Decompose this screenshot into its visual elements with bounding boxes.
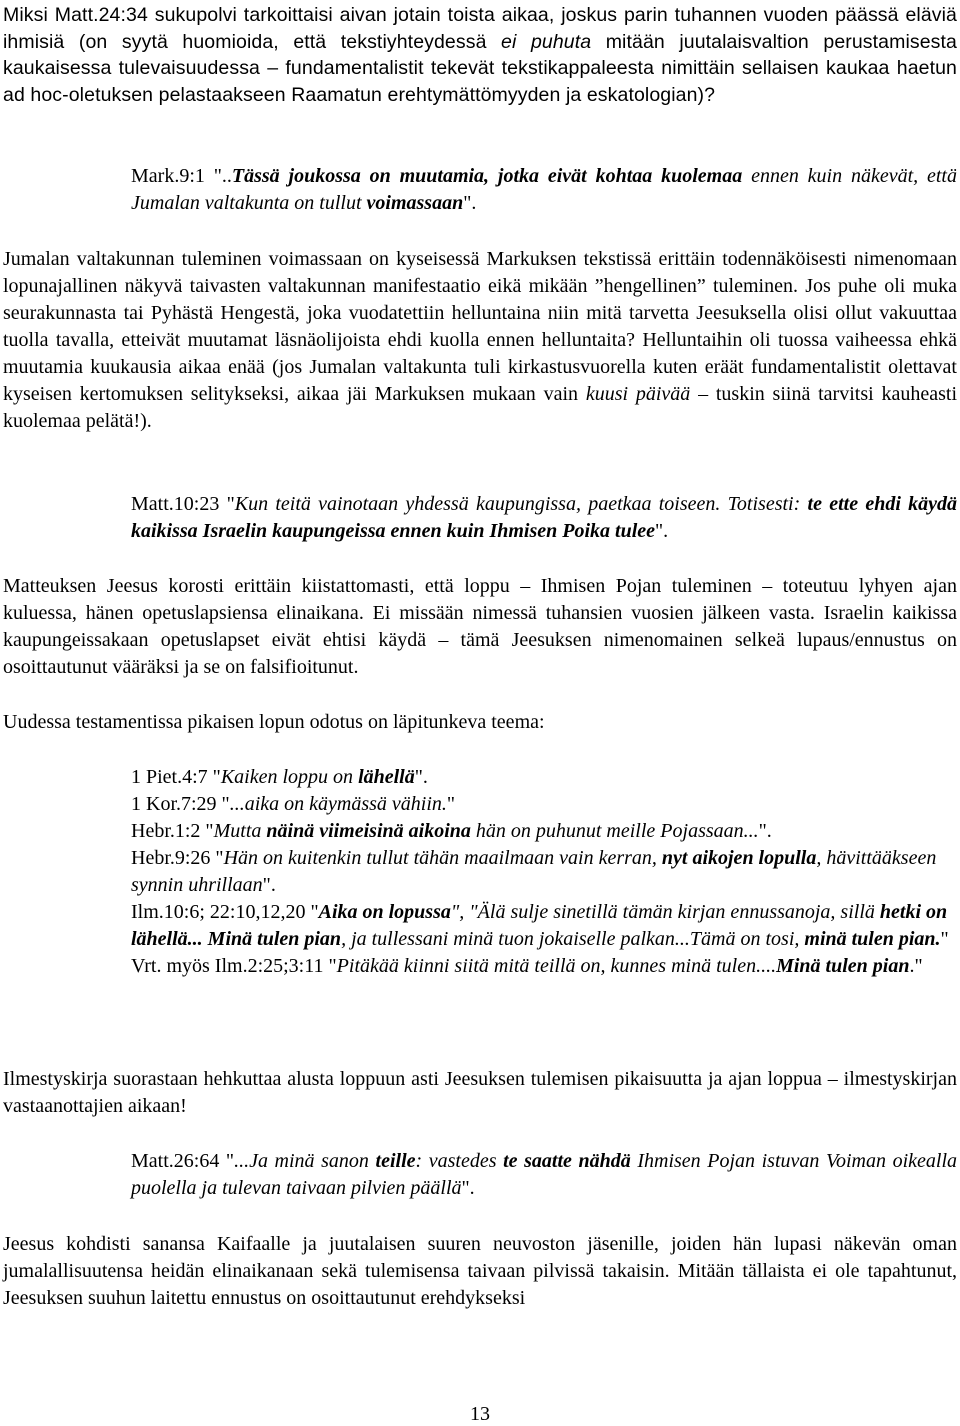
matt10-end: ". xyxy=(655,520,669,542)
mark-quote-bold-2: voimassaan xyxy=(366,192,464,214)
p2-text-a: Jumalan valtakunnan tuleminen voimassaan on kyseisessä Markuksen tekstissä erittäin todennäköisesti nimenomaan lopunajallinen näkyvä taivasten valtakunnan manifestaatio eikä mikään ”hengellinen” tuleminen. Jos puhe oli muka seurakunnasta tai Pyhästä Hengestä, joka vuodatettiin helluntaina niin mitä tarvetta Jeesuksella olisi ollut vakuuttaa tuolla tavalla, etteivät muutamat läsnäolijoista ehdi kuolla ennen helluntaita? Helluntaihin oli tuossa vaiheessa ehkä muutamia kuukausia aikaa enää (jos Jumalan valtakunta tuli kirkastusvuorella kuten eräät fundamentalistit olettavat kyseisen kertomuksen selitykseksi, aikaa jäi Markuksen mukaan vain xyxy=(3,248,957,405)
quote-matt-26-64: Matt.26:64 "...Ja minä sanon teille: vastedes te saatte nähdä Ihmisen Pojan istuvan Voiman oikealla puolella ja tulevan taivaan pilvien päällä". xyxy=(131,1150,958,1199)
matt10-ref: Matt.10:23 " xyxy=(131,493,235,515)
p1-text-c: mitään juutalaisvaltion perustamisesta kaukaisessa tulevaisuudessa – fundamentalistit tekevät tekstikappaleesta nimittäin sellaisen kaukaa haetun ad hoc-oletuksen pelastaakseen Raamatun erehtymättömyyden ja eskatologian)? xyxy=(3,30,957,106)
p2-emphasis: kuusi päivää xyxy=(585,383,691,405)
reference-list xyxy=(131,764,957,980)
reference-item: 1 Piet.4:7 "Kaiken loppu on lähellä". xyxy=(131,766,428,788)
mark-end: ". xyxy=(463,192,477,214)
reference-item: 1 Kor.7:29 "...aika on käymässä vähiin." xyxy=(131,793,456,815)
page-number: 13 xyxy=(470,1403,490,1425)
mark-quote-bold-1: Tässä joukossa on muutamia, jotka eivät kohtaa kuolemaa xyxy=(231,165,743,187)
matt26-ref: Matt.26:64 " xyxy=(131,1150,235,1172)
p1-text-a: Miksi Matt.24:34 sukupolvi tarkoittaisi aivan jotain toista aikaa, joskus parin tuhannen vuoden päässä eläviä ihmisiä (on syytä huomioida, että tekstiyhteydessä xyxy=(3,4,957,53)
reference-item: Vrt. myös Ilm.2:25;3:11 "Pitäkää kiinni siitä mitä teillä on, kunnes minä tulen....Minä tulen pian." xyxy=(131,955,923,977)
matt10-quote-italic: Kun teitä vainotaan yhdessä kaupungissa, paetkaa toiseen. Totisesti: xyxy=(234,493,808,515)
reference-item: Ilm.10:6; 22:10,12,20 "Aika on lopussa", "Älä sulje sinetillä tämän kirjan ennussanoja, sillä hetki on lähellä... Minä tulen pian, ja tullessani minä tuon jokaiselle palkan...Tämä on tosi, minä tulen pian." xyxy=(131,901,949,950)
quote-mark-9-1 xyxy=(131,163,957,217)
paragraph-ilmestyskirja: Ilmestyskirja suorastaan hehkuttaa alusta loppuun asti Jeesuksen tulemisen pikaisuutta ja ajan loppua – ilmestyskirjan vastaanottajien aikaan! xyxy=(3,1068,957,1117)
paragraph-kaifaalle: Jeesus kohdisti sanansa Kaifaalle ja juutalaisen suuren neuvoston jäsenille, joiden hän lupasi näkevän oman jumalallisuutensa heidän elinaikanaan sekä tulemisensa taivaan pilvissä takaisin. Mitään tällaista ei ole tapahtunut, Jeesuksen suuhun laitettu ennustus on osoittautunut erehdykseksi xyxy=(3,1233,957,1309)
paragraph-sukupolvi xyxy=(3,2,957,108)
reference-item: Hebr.9:26 "Hän on kuitenkin tullut tähän maailmaan vain kerran, nyt aikojen lopulla, hävittääkseen synnin uhrillaan". xyxy=(131,847,937,896)
matt10-quote-bold: te ette ehdi käydä kaikissa Israelin kaupungeissa ennen kuin Ihmisen Poika tulee xyxy=(131,493,957,542)
p1-emphasis: ei puhuta xyxy=(501,30,592,53)
reference-item: Hebr.1:2 "Mutta näinä viimeisinä aikoina hän on puhunut meille Pojassaan...". xyxy=(131,820,772,842)
paragraph-jumalan-valtakunta xyxy=(3,246,957,435)
paragraph-matteuksen-jeesus: Matteuksen Jeesus korosti erittäin kiistattomasti, että loppu – Ihmisen Pojan tuleminen – toteutuu lyhyen ajan kuluessa, hänen opetuslapsiensa elinaikana. Ei missään nimessä tuhansien vuosien jälkeen vasta. Israelin kaikissa kaupungeissakaan opetuslapset eivät ehtisi käydä – tämä Jeesuksen nimenomainen selkeä lupaus/ennustus on osoittautunut vääräksi ja se on falsifioitunut. xyxy=(3,575,957,678)
paragraph-uusi-testamentti: Uudessa testamentissa pikaisen lopun odotus on läpitunkeva teema: xyxy=(3,711,545,733)
p2-text-c: – tuskin siinä tarvitsi kauheasti kuolemaa pelätä!). xyxy=(3,383,957,432)
mark-ref: Mark.9:1 ".. xyxy=(131,165,232,187)
mark-quote-italic: ennen kuin näkevät, että Jumalan valtakunta on tullut xyxy=(131,165,957,214)
quote-matt-10-23 xyxy=(131,491,957,545)
